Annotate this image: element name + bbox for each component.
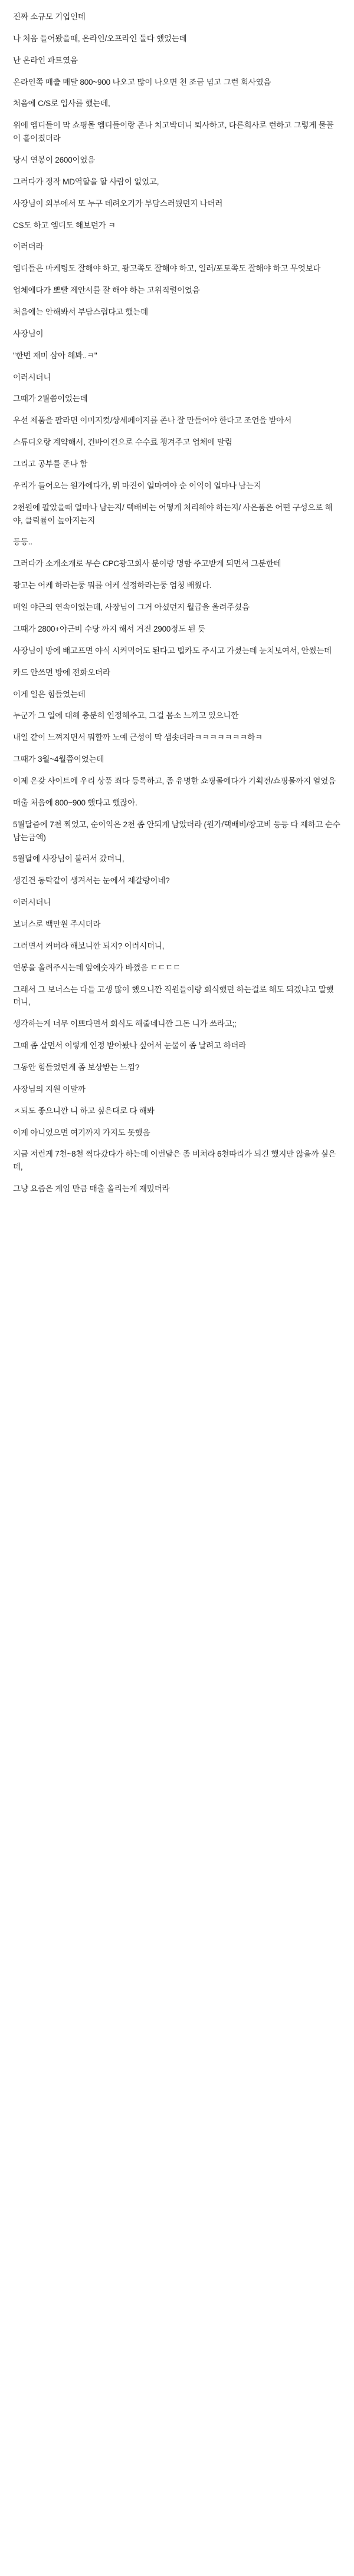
post-paragraph: 그동안 힘들었던게 좀 보상받는 느낌? — [13, 1062, 140, 1072]
post-paragraph: 우리가 들어오는 원가에다가, 뭐 마진이 얼마여야 순 이익이 얼마나 남는지 — [13, 481, 261, 490]
post-paragraph: 엠디들은 마케팅도 잘해야 하고, 광고쪽도 잘해야 하고, 일러/포토쪽도 잘해야 하고 무엇보다 — [13, 264, 321, 273]
post-paragraph: 온라인쪽 매출 매달 800~900 나오고 많이 나오면 천 조금 넘고 그런 회사였음 — [13, 77, 271, 87]
post-paragraph: 2천원에 팔았을때 얼마나 남는지/ 택배비는 어떻게 처리해야 하는지/ 사은품은 어떤 구성으로 해야, 클릭률이 높아지는지 — [13, 503, 333, 525]
post-paragraph: 그리고 공부를 존나 함 — [13, 460, 88, 469]
post-paragraph: 진짜 소규모 기업인데 — [13, 12, 86, 21]
post-paragraph: "한번 재미 삼아 해봐..ㅋ" — [13, 351, 97, 360]
post-paragraph: 난 온라인 파트였음 — [13, 55, 78, 65]
post-paragraph: 그때 좀 살면서 이렇게 인정 받아봤나 싶어서 눈물이 좀 날려고 하더라 — [13, 1041, 247, 1051]
post-paragraph: 위에 엠디들이 막 쇼핑몰 엠디들이랑 존나 치고박더니 퇴사하고, 다른회사로 런하고 그렇게 물꼴이 흩어졌더라 — [13, 121, 334, 143]
post-paragraph: 5월달에 사장님이 불러서 갔더니, — [13, 854, 124, 864]
post-paragraph: 이러시더니 — [13, 898, 51, 907]
post-paragraph: 사장님이 — [13, 329, 44, 338]
post-paragraph: 보너스로 백만원 주시더라 — [13, 919, 101, 929]
post-paragraph: 이러시더니 — [13, 372, 51, 382]
post-paragraph: 그러다가 소개소개로 무슨 CPC광고회사 분이랑 명함 주고받게 되면서 그분한테 — [13, 559, 281, 569]
post-paragraph: 매일 야근의 연속이었는데, 사장님이 그거 아셨던지 월급을 올려주셨음 — [13, 603, 250, 612]
post-paragraph: 누군가 그 일에 대해 충분히 인정해주고, 그걸 몸소 느끼고 있으니깐 — [13, 711, 239, 721]
post-paragraph: 매출 처음에 800~900 했다고 했잖아. — [13, 798, 137, 807]
post-paragraph: 그러다가 정작 MD역할을 할 사람이 없었고, — [13, 177, 159, 186]
post-paragraph: 그러면서 커버라 해보니깐 되지? 이러시더니, — [13, 941, 165, 950]
post-paragraph: 이러더라 — [13, 242, 44, 252]
post-paragraph: 처음에는 안해봐서 부담스럽다고 했는데 — [13, 308, 148, 317]
post-paragraph: 업체에다가 뽀빨 제안서를 잘 해야 하는 고위직렬이었음 — [13, 286, 200, 295]
post-paragraph: 처음에 C/S로 입사를 했는데, — [13, 99, 110, 108]
post-paragraph: 카드 안쓰면 방에 전화오더라 — [13, 668, 110, 677]
post-paragraph: 등등.. — [13, 537, 32, 547]
post-paragraph: 그냥 요즘은 게임 만큼 매출 올리는게 재밌더라 — [13, 1184, 170, 1194]
post-paragraph: 생각하는게 너무 이쁘다면서 회식도 해줄네니깐 그돈 니가 쓰라고;; — [13, 1019, 237, 1029]
post-paragraph: 지금 저런게 7천~8천 찍다갔다가 하는데 이번달은 좀 비쳐라 6천따리가 되긴 했지만 않을까 싶은데, — [13, 1150, 336, 1172]
post-paragraph: 5월달즘에 7천 찍었고, 순이익은 2천 좀 안되게 남았더라 (원가/택배비/창고비 등등 다 제하고 순수 남는금액) — [13, 820, 343, 842]
post-paragraph: 이제 온갖 사이트에 우리 상품 죄다 등록하고, 좀 유명한 쇼핑몰에다가 기획전/쇼핑몰까지 열었음 — [13, 776, 336, 785]
post-paragraph: 이게 일은 힘들었는데 — [13, 689, 86, 699]
post-paragraph: 사장님이 외부에서 또 누구 데려오기가 부담스러웠던지 나더러 — [13, 199, 223, 208]
post-paragraph: 사장님이 방에 배고프면 야식 시켜먹어도 된다고 법카도 주시고 가셨는데 눈치보여서, 안썼는데 — [13, 646, 332, 655]
post-paragraph: 광고는 어케 하라는둥 뭐를 어케 설정하라는둥 엄청 배웠다. — [13, 581, 212, 590]
post-paragraph: 그때가 2월쯤이었는데 — [13, 394, 88, 404]
post-paragraph: 그때가 2800+야근비 수당 까지 해서 거진 2900정도 된 듯 — [13, 624, 205, 633]
post-paragraph: 연봉을 올려주시는데 앞에숫자가 바꼈음 ㄷㄷㄷㄷ — [13, 963, 181, 972]
post-paragraph: 우선 제품을 팔라면 이미지컷/상세페이지를 존나 잘 만들어야 한다고 조언을 받아서 — [13, 416, 292, 425]
post-paragraph: 생긴건 동탁같이 생겨서는 눈에서 제갈량이네? — [13, 876, 170, 886]
post-paragraph: CS도 하고 엠디도 해보던가 ㅋ — [13, 220, 116, 230]
post-paragraph: ㅈ되도 좋으니깐 니 하고 싶은대로 다 해봐 — [13, 1106, 155, 1115]
post-paragraph: 그래서 그 보너스는 다들 고생 많이 했으니깐 직원들이랑 회식했던 하는걸로 해도 되겠냐고 말했더니, — [13, 985, 334, 1007]
post-paragraph: 당시 연봉이 2600이었음 — [13, 156, 96, 165]
post-paragraph: 그때가 3월~4월쯤이었는데 — [13, 755, 104, 764]
post-paragraph: 나 처음 들어왔을때, 온라인/오프라인 둘다 했었는데 — [13, 34, 187, 43]
post-paragraph: 내일 같이 느껴지면서 뭐할까 노예 근성이 막 샘솟더라ㅋㅋㅋㅋㅋㅋㅋ하ㅋ — [13, 733, 263, 742]
post-paragraph: 스튜디오랑 계약해서, 건바이건으로 수수료 챙겨주고 업체에 말림 — [13, 438, 232, 447]
post-paragraph: 이게 아니었으면 여기까지 가지도 못했음 — [13, 1128, 150, 1137]
post-body — [0, 0, 354, 1222]
post-paragraph: 사장님의 지원 이말까 — [13, 1084, 86, 1094]
